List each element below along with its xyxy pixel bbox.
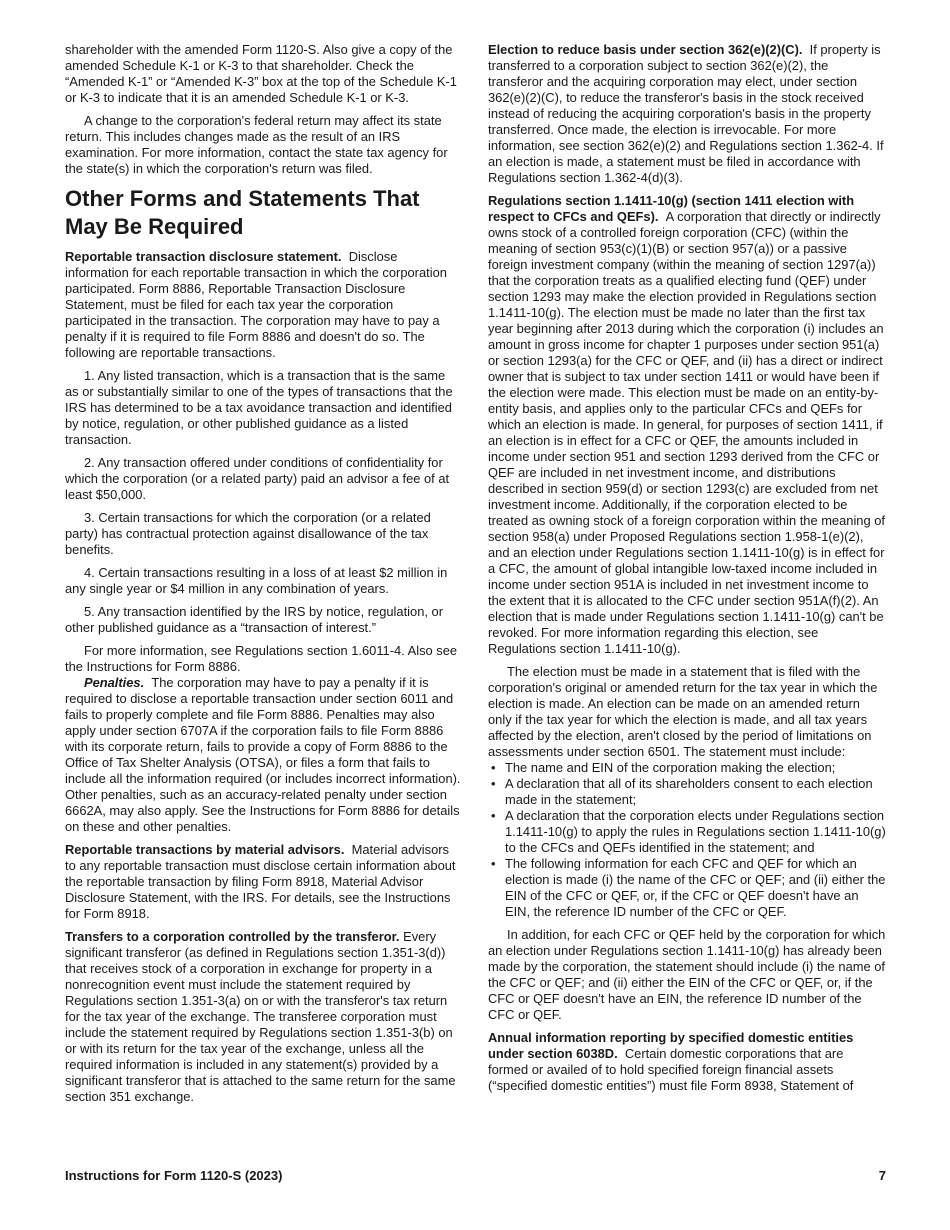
more-info-paragraph: For more information, see Regulations section 1.6011-4. Also see the Instructions for Form 8886. bbox=[65, 643, 458, 674]
annual-paragraph bbox=[488, 1030, 886, 1094]
reportable-item-5: 5. Any transaction identified by the IRS by notice, regulation, or other published guidance as a “transaction of interest.” bbox=[65, 604, 443, 635]
advisors-paragraph bbox=[65, 842, 462, 922]
page-number: 7 bbox=[878, 1168, 886, 1183]
annual-heading: Annual information reporting by specified domestic entities under section 6038D. bbox=[488, 1030, 854, 1061]
rtds-heading: Reportable transaction disclosure statement. bbox=[65, 249, 342, 264]
advisors-heading: Reportable transactions by material advisors. bbox=[65, 842, 345, 857]
regs-body: A corporation that directly or indirectly owns stock of a controlled foreign corporation (CFC) (within the meaning of section 953(c)(1)(B) or section 957(a)) or a passive foreign investment company (within the meaning of section 1297(a)) that the corporation treats as a qualified electing fund (QEF) under section 1293 may make the election provided in Regulations section 1.1411-10(g). The election must be made no later than the first tax year beginning after 2013 during which the corporation (i) includes an amount in gross income for chapter 1 purposes under section 951(a) or section 1293(a) for the CFC or QEF, and (ii) has a direct or indirect owner that is subject to tax under section 1411 or would have been if the election were made. This election must be made on an entity-by-entity basis, and applies only to the particular CFCs and QEFs for which an election is made. In general, for purposes of section 1411, if an election is in effect for a CFC or QEF, the amounts included in income under section 951 and section 1293 derived from the CFC or QEF are included in net investment income, and distributions described in section 959(d) or section 1293(c) are excluded from net investment income. Additionally, if the corporation elected to be treated as owning stock of a foreign corporation within the meaning of section 958(a) under Proposed Regulations section 1.958-1(e)(2), and an election under Regulations section 1.1411-10(g) is in effect for a CFC, the amount of global intangible low-taxed income included in income under section 951A is included in net investment income to the extent that it is allocated to the CFC under section 951A(f)(2). An election that is made under Regulations section 1.1411-10(g) can't be revoked. For more information regarding this election, see Regulations section 1.1411-10(g). bbox=[488, 209, 885, 656]
intro-paragraph-1: shareholder with the amended Form 1120-S. Also give a copy of the amended Schedule K-1 or K-3 to that shareholder. Check the “Amended K-1” or “Amended K-3” box at the top of the Schedule K-1 or K-3 to indicate that it is an amended Schedule K-1 or K-3. bbox=[65, 42, 457, 105]
regs-heading: Regulations section 1.1411-10(g) (section 1411 election with respect to CFCs and QEFs). bbox=[488, 193, 855, 224]
statement-bullet: • The name and EIN of the corporation making the election; bbox=[488, 760, 886, 776]
intro-paragraph-2: A change to the corporation's federal return may affect its state return. This includes changes made as the result of an IRS examination. For more information, contact the state tax agency for the state(s) in which the corporation's return was filed. bbox=[65, 113, 448, 176]
reportable-item-4: 4. Certain transactions resulting in a loss of at least $2 million in any single year or $4 million in any combination of years. bbox=[65, 565, 448, 596]
statement-bullet: • A declaration that the corporation elects under Regulations section 1.1411-10(g) to apply the rules in Regulations section 1.1411-10(g) to the CFCs and QEFs identified in the statement; and bbox=[488, 808, 886, 856]
annual-body: Certain domestic corporations that are formed or availed of to hold specified foreign financial assets (“specified domestic entities”) must file Form 8938, Statement of bbox=[488, 1046, 854, 1093]
footer-title: Instructions for Form 1120-S (2023) bbox=[65, 1168, 283, 1183]
statement-bullet-list bbox=[488, 760, 886, 920]
left-column bbox=[65, 42, 462, 1112]
rtds-paragraph bbox=[65, 249, 462, 361]
election-heading: Election to reduce basis under section 362(e)(2)(C). bbox=[488, 42, 803, 57]
election-body: If property is transferred to a corporation subject to section 362(e)(2), the transferor and the acquiring corporation may elect, under section 362(e)(2)(C), to reduce the transferor's basis in the stock received instead of reducing the acquiring corporation's basis in the property transferred. Once made, the election is irrevocable. For more information, see section 362(e)(2) and Regulations section 1.362-4. If an election is made, a statement must be filed in accordance with Regulations section 1.362-4(d)(3). bbox=[488, 42, 884, 185]
transfers-heading: Transfers to a corporation controlled by the transferor. bbox=[65, 929, 400, 944]
statement-bullet: • A declaration that all of its shareholders consent to each election made in the statement; bbox=[488, 776, 886, 808]
regs-paragraph bbox=[488, 193, 886, 657]
statement-paragraph: The election must be made in a statement that is filed with the corporation's original or amended return for the tax year in which the election is made. An election can be made on an amended return only if the tax year for which the election is made, and all tax years affected by the election, aren't closed by the period of limitations on assessments under section 6501. The statement must include: bbox=[488, 664, 878, 759]
penalties-body: The corporation may have to pay a penalty if it is required to disclose a reportable transaction under section 6011 and fails to properly complete and file Form 8886. Penalties may also apply under section 6707A if the corporation fails to file Form 8886 with its corporate return, fails to provide a copy of Form 8886 to the Office of Tax Shelter Analysis (OTSA), or files a form that fails to include all the information required (or includes incorrect information). Other penalties, such as an accuracy-related penalty under section 6662A, may also apply. See the Instructions for Form 8886 for details on these and other penalties. bbox=[65, 675, 461, 834]
reportable-item-1: 1. Any listed transaction, which is a transaction that is the same as or substantially similar to one of the types of transactions that the IRS has determined to be a tax avoidance transaction and identified by notice, regulation, or other published guidance as a listed transaction. bbox=[65, 368, 453, 447]
transfers-paragraph bbox=[65, 929, 462, 1105]
section-heading: Other Forms and Statements That May Be Required bbox=[65, 186, 420, 239]
election-paragraph bbox=[488, 42, 886, 186]
penalties-heading: Penalties. bbox=[84, 675, 145, 690]
statement-bullet: • The following information for each CFC and QEF for which an election is made (i) the name of the CFC or QEF; and (ii) either the EIN of the CFC or QEF, or, if the CFC or QEF doesn't have an EIN, the reference ID number of the CFC or QEF. bbox=[488, 856, 886, 920]
rtds-body: Disclose information for each reportable transaction in which the corporation participated. Form 8886, Reportable Transaction Disclosure Statement, must be filed for each tax year the corporation participated in the transaction. The corporation may have to pay a penalty if it is required to file Form 8886 and doesn't do so. The following are reportable transactions. bbox=[65, 249, 447, 360]
penalties-paragraph bbox=[65, 675, 462, 835]
addition-paragraph: In addition, for each CFC or QEF held by the corporation for which an election under Regulations section 1.1411-10(g) has already been made by the corporation, the statement should include (i) the name of the CFC or QEF; and (ii) either the EIN of the CFC or QEF, or, if the CFC or QEF doesn't have an EIN, the reference ID number of the CFC or QEF. bbox=[488, 927, 886, 1022]
reportable-item-3: 3. Certain transactions for which the corporation (or a related party) has contractual protection against disallowance of the tax benefits. bbox=[65, 510, 431, 557]
transfers-body: Every significant transferor (as defined in Regulations section 1.351-3(d)) that receives stock of a corporation in exchange for property in a nonrecognition event must include the statement required by Regulations section 1.351-3(a) on or with the transferor's tax return for the tax year of the exchange. The transferee corporation must include the statement required by Regulations section 1.351-3(b) on or with its return for the tax year of the exchange, unless all the required information is included in any statement(s) provided by a significant transferor that is attached to the same return for the same section 351 exchange. bbox=[65, 929, 456, 1104]
right-column bbox=[488, 42, 886, 1101]
advisors-body: Material advisors to any reportable transaction must disclose certain information about the reportable transaction by filing Form 8918, Material Advisor Disclosure Statement, with the IRS. For details, see the Instructions for Form 8918. bbox=[65, 842, 456, 921]
reportable-item-2: 2. Any transaction offered under conditions of confidentiality for which the corporation (or a related party) paid an advisor a fee of at least $50,000. bbox=[65, 455, 450, 502]
